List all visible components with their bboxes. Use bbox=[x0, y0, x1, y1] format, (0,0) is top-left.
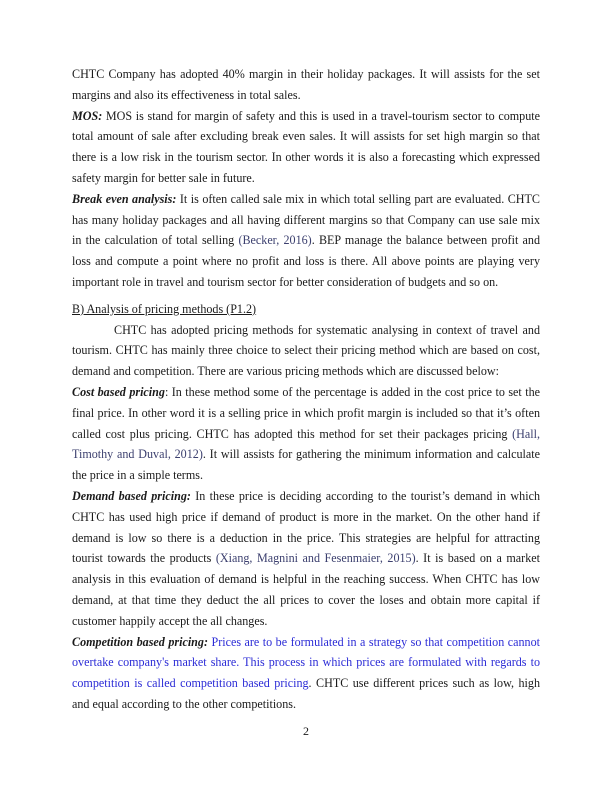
paragraph-cost bbox=[72, 382, 540, 486]
cost-text-2: . It will assists for gathering the minimum information and calculate the price in a simple terms. bbox=[72, 447, 540, 483]
break-even-label: Break even analysis: bbox=[72, 191, 177, 206]
paragraph-intro: CHTC has adopted pricing methods for systematic analysing in context of travel and tourism. CHTC has mainly three choice to select their pricing method which are based on cost, demand and competition. There are various pricing methods which are discussed below: bbox=[72, 322, 540, 379]
paragraph-margin: CHTC Company has adopted 40% margin in their holiday packages. It will assists for the set margins and also its effectiveness in total sales. bbox=[72, 67, 540, 102]
section-heading: B) Analysis of pricing methods (P1.2) bbox=[72, 301, 257, 316]
mos-text: MOS is stand for margin of safety and this is used in a travel-tourism sector to compute total amount of sale after excluding break even sales. It will assists for set high margin so that there is a low risk in the tourism sector. In other words it is also a forecasting which expressed safety margin for better sale in future. bbox=[72, 108, 540, 185]
paragraph-demand bbox=[72, 486, 540, 632]
demand-text: In these price is deciding according to the tourist’s demand in which CHTC has used high price if demand of product is more in the market. On the other hand if demand is low so there is a deduction in the price. This strategies are helpful for attracting tourist towards the products bbox=[72, 488, 540, 566]
citation: (Xiang, Magnini and Fesenmaier, 2015) bbox=[215, 551, 416, 566]
document-body bbox=[72, 64, 540, 715]
page-number: 2 bbox=[303, 724, 309, 738]
citation: (Becker, 2016) bbox=[238, 233, 312, 248]
paragraph-mos bbox=[72, 106, 540, 189]
break-even-text: It is often called sale mix in which total selling part are evaluated. CHTC has many holiday packages and all having different margins so that Company can use sale mix in the calculation of total selling bbox=[72, 191, 540, 248]
citation: (Hall, Timothy and Duval, 2012) bbox=[72, 426, 540, 462]
cost-label: Cost based pricing bbox=[72, 384, 165, 399]
competition-text: . CHTC use different prices such as low, high and equal according to the other competitions. bbox=[72, 676, 540, 711]
mos-label: MOS: bbox=[72, 108, 103, 123]
paragraph-competition bbox=[72, 632, 540, 715]
break-even-text-2: . BEP manage the balance between profit and loss and compute a point where no profit and loss is there. All above points are playing very important role in travel and tourism sector for better consideration of budgets and so on. bbox=[72, 233, 540, 289]
competition-label: Competition based pricing: bbox=[72, 634, 208, 649]
demand-label: Demand based pricing: bbox=[72, 488, 191, 503]
demand-text-2: . It is based on a market analysis in this evaluation of demand is helpful in the reaching success. When CHTC has low demand, at that time they deduct the all prices to cover the loses and obtain more capital if customer happily accept the all changes. bbox=[72, 551, 540, 628]
competition-highlight-text: Prices are to be formulated in a strategy so that competition cannot overtake company's market share. This process in which prices are formulated with regards to competition is called competition based pricing bbox=[72, 634, 540, 691]
paragraph-break-even bbox=[72, 189, 540, 293]
cost-text: : In these method some of the percentage is added in the cost price to set the final price. In other word it is a selling price in which profit margin is included so that it’s often called cost plus pricing. CHTC has adopted this method for set their packages pricing bbox=[72, 384, 540, 441]
